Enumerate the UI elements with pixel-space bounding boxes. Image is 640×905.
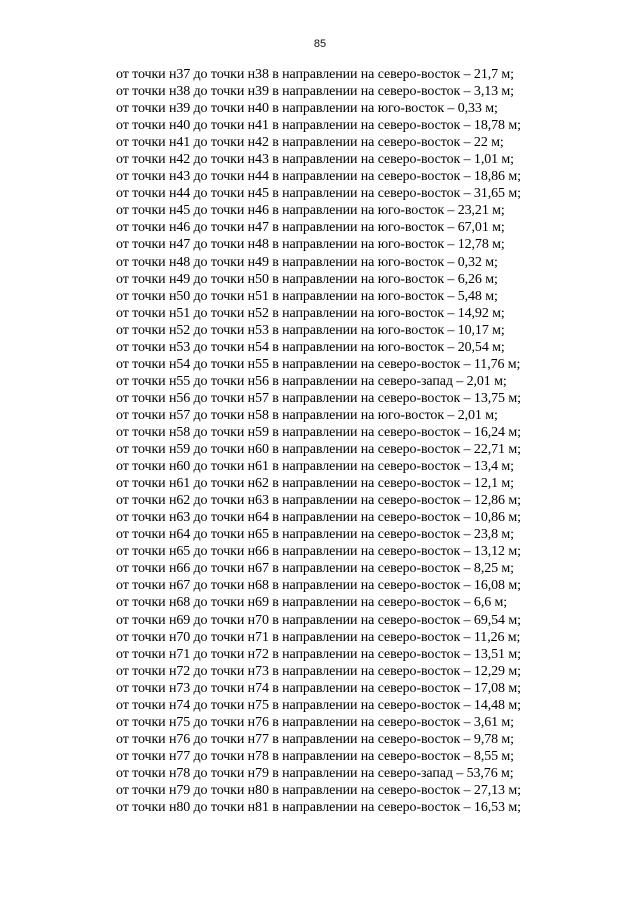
boundary-segment-line: от точки н49 до точки н50 в направлении на юго-восток – 6,26 м; [116, 271, 498, 287]
boundary-segment-line: от точки н50 до точки н51 в направлении на юго-восток – 5,48 м; [116, 288, 498, 304]
boundary-segment-line: от точки н39 до точки н40 в направлении на юго-восток – 0,33 м; [116, 101, 498, 117]
boundary-segment-line: от точки н47 до точки н48 в направлении на юго-восток – 12,78 м; [116, 237, 505, 253]
boundary-segment-line: от точки н78 до точки н79 в направлении на северо-запад – 53,76 м; [116, 765, 514, 781]
boundary-segment-line: от точки н64 до точки н65 в направлении на северо-восток – 23,8 м; [116, 527, 514, 543]
boundary-segment-line: от точки н44 до точки н45 в направлении на северо-восток – 31,65 м; [116, 186, 521, 202]
boundary-segment-line: от точки н53 до точки н54 в направлении на юго-восток – 20,54 м; [116, 339, 505, 355]
boundary-segment-line: от точки н75 до точки н76 в направлении на северо-восток – 3,61 м; [116, 714, 514, 730]
boundary-segment-line: от точки н54 до точки н55 в направлении на северо-восток – 11,76 м; [116, 356, 521, 372]
boundary-segment-line: от точки н38 до точки н39 в направлении на северо-восток – 3,13 м; [116, 84, 514, 100]
boundary-segment-line: от точки н62 до точки н63 в направлении на северо-восток – 12,86 м; [116, 493, 521, 509]
boundary-segment-line: от точки н65 до точки н66 в направлении на северо-восток – 13,12 м; [116, 544, 521, 560]
boundary-segment-line: от точки н66 до точки н67 в направлении на северо-восток – 8,25 м; [116, 561, 514, 577]
boundary-segment-line: от точки н60 до точки н61 в направлении на северо-восток – 13,4 м; [116, 459, 514, 475]
boundary-segment-line: от точки н72 до точки н73 в направлении на северо-восток – 12,29 м; [116, 663, 521, 679]
boundary-segment-line: от точки н48 до точки н49 в направлении на юго-восток – 0,32 м; [116, 254, 498, 270]
boundary-segment-line: от точки н51 до точки н52 в направлении на юго-восток – 14,92 м; [116, 305, 505, 321]
boundary-segment-line: от точки н76 до точки н77 в направлении на северо-восток – 9,78 м; [116, 731, 514, 747]
boundary-segment-line: от точки н63 до точки н64 в направлении на северо-восток – 10,86 м; [116, 510, 521, 526]
boundary-segment-line: от точки н52 до точки н53 в направлении на юго-восток – 10,17 м; [116, 322, 505, 338]
boundary-description-list [116, 66, 576, 816]
boundary-segment-line: от точки н77 до точки н78 в направлении на северо-восток – 8,55 м; [116, 748, 514, 764]
boundary-segment-line: от точки н69 до точки н70 в направлении на северо-восток – 69,54 м; [116, 612, 521, 628]
boundary-segment-line: от точки н55 до точки н56 в направлении на северо-запад – 2,01 м; [116, 373, 507, 389]
boundary-segment-line: от точки н37 до точки н38 в направлении на северо-восток – 21,7 м; [116, 67, 514, 82]
boundary-segment-line: от точки н59 до точки н60 в направлении на северо-восток – 22,71 м; [116, 442, 521, 458]
boundary-segment-line: от точки н71 до точки н72 в направлении на северо-восток – 13,51 м; [116, 646, 521, 662]
boundary-segment-line: от точки н57 до точки н58 в направлении на юго-восток – 2,01 м; [116, 407, 498, 423]
boundary-segment-line: от точки н42 до точки н43 в направлении на северо-восток – 1,01 м; [116, 152, 514, 168]
boundary-segment-line: от точки н67 до точки н68 в направлении на северо-восток – 16,08 м; [116, 578, 521, 594]
boundary-segment-line: от точки н80 до точки н81 в направлении на северо-восток – 16,53 м; [116, 800, 521, 816]
boundary-segment-line: от точки н56 до точки н57 в направлении на северо-восток – 13,75 м; [116, 390, 521, 406]
boundary-segment-line: от точки н41 до точки н42 в направлении на северо-восток – 22 м; [116, 135, 504, 151]
boundary-segment-line: от точки н79 до точки н80 в направлении на северо-восток – 27,13 м; [116, 782, 521, 798]
boundary-segment-line: от точки н73 до точки н74 в направлении на северо-восток – 17,08 м; [116, 680, 521, 696]
page-number: 85 [313, 38, 327, 50]
boundary-segment-line: от точки н74 до точки н75 в направлении на северо-восток – 14,48 м; [116, 697, 521, 713]
boundary-segment-line: от точки н43 до точки н44 в направлении на северо-восток – 18,86 м; [116, 169, 521, 185]
boundary-segment-line: от точки н40 до точки н41 в направлении на северо-восток – 18,78 м; [116, 118, 521, 134]
boundary-segment-line: от точки н45 до точки н46 в направлении на юго-восток – 23,21 м; [116, 203, 505, 219]
boundary-segment-line: от точки н61 до точки н62 в направлении на северо-восток – 12,1 м; [116, 476, 514, 492]
boundary-segment-line: от точки н46 до точки н47 в направлении на юго-восток – 67,01 м; [116, 220, 505, 236]
boundary-segment-line: от точки н70 до точки н71 в направлении на северо-восток – 11,26 м; [116, 629, 521, 645]
boundary-segment-line: от точки н68 до точки н69 в направлении на северо-восток – 6,6 м; [116, 595, 508, 611]
boundary-segment-line: от точки н58 до точки н59 в направлении на северо-восток – 16,24 м; [116, 424, 521, 440]
